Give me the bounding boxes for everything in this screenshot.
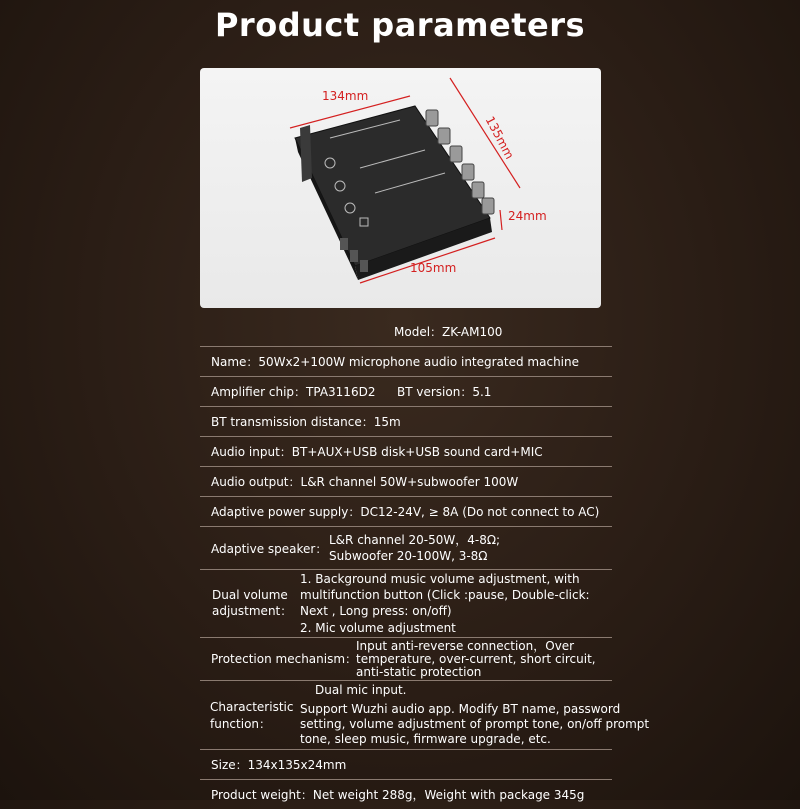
spec-protection-line2: temperature, over-current, short circuit,	[356, 652, 596, 666]
spec-row-weight	[200, 780, 612, 809]
spec-weight: Product weight：Net weight 288g，Weight with package 345g	[211, 788, 585, 802]
spec-char-line1: Dual mic input.	[315, 683, 407, 697]
page-title: Product parameters	[214, 6, 586, 44]
spec-volume-line1: 1. Background music volume adjustment, with	[300, 572, 580, 586]
spec-row-power	[200, 497, 612, 527]
spec-row-audio-output	[200, 467, 612, 497]
spec-volume-label1: Dual volume	[212, 588, 288, 602]
spec-chip: Amplifier chip：TPA3116D2	[211, 385, 376, 399]
spec-bt-version: BT version：5.1	[397, 385, 492, 399]
side-connector	[300, 125, 312, 182]
spec-row-name	[200, 347, 612, 377]
dim-height-label: 24mm	[508, 209, 547, 223]
spec-row-volume	[200, 570, 612, 638]
spec-volume-line4: 2. Mic volume adjustment	[300, 621, 456, 635]
spec-speaker-label: Adaptive speaker：	[211, 542, 328, 556]
spec-protection-line3: anti-static protection	[356, 665, 482, 679]
spec-row-bt-distance	[200, 407, 612, 437]
spec-audio-output: Audio output：L&R channel 50W+subwoofer 100W	[211, 475, 519, 489]
spec-volume-line3: Next , Long press: on/off)	[300, 604, 452, 618]
spec-row-model	[200, 318, 612, 347]
spec-row-size	[200, 750, 612, 780]
spec-char-line2: Support Wuzhi audio app. Modify BT name, password	[300, 702, 621, 716]
dim-depth-label: 135mm	[482, 114, 517, 162]
spec-protection-line1: Input anti-reverse connection，Over	[356, 639, 575, 653]
spec-row-characteristic	[200, 681, 650, 750]
spec-char-label2: function：	[210, 717, 272, 731]
spec-bt-distance: BT transmission distance：15m	[211, 415, 401, 429]
spec-speaker-line1: L&R channel 20-50W，4-8Ω;	[329, 533, 501, 547]
spec-size: Size：134x135x24mm	[211, 758, 347, 772]
spec-row-protection	[200, 638, 612, 681]
spec-char-line4: tone, sleep music, firmware upgrade, etc.	[300, 732, 551, 746]
spec-row-chip	[200, 377, 612, 407]
spec-char-line3: setting, volume adjustment of prompt tone, on/off prompt	[300, 717, 650, 731]
amplifier-board-image	[200, 68, 601, 308]
spec-power: Adaptive power supply：DC12-24V, ≥ 8A (Do not connect to AC)	[211, 505, 600, 519]
spec-char-label1: Characteristic	[210, 700, 294, 714]
dim-bottom-label: 105mm	[410, 261, 457, 275]
spec-speaker-line2: Subwoofer 20-100W, 3-8Ω	[329, 549, 488, 563]
spec-protection-label: Protection mechanism：	[211, 652, 358, 666]
spec-row-audio-input	[200, 437, 612, 467]
spec-volume-line2: multifunction button (Click :pause, Double-click:	[300, 588, 590, 602]
spec-row-speaker	[200, 527, 612, 570]
product-photo	[200, 68, 601, 308]
spec-table	[200, 318, 650, 809]
spec-name: Name：50Wx2+100W microphone audio integrated machine	[211, 355, 579, 369]
dim-width-label: 134mm	[322, 89, 369, 103]
spec-audio-input: Audio input：BT+AUX+USB disk+USB sound card+MIC	[211, 445, 543, 459]
spec-model: Model：ZK-AM100	[394, 325, 503, 339]
spec-volume-label2: adjustment：	[212, 604, 293, 618]
